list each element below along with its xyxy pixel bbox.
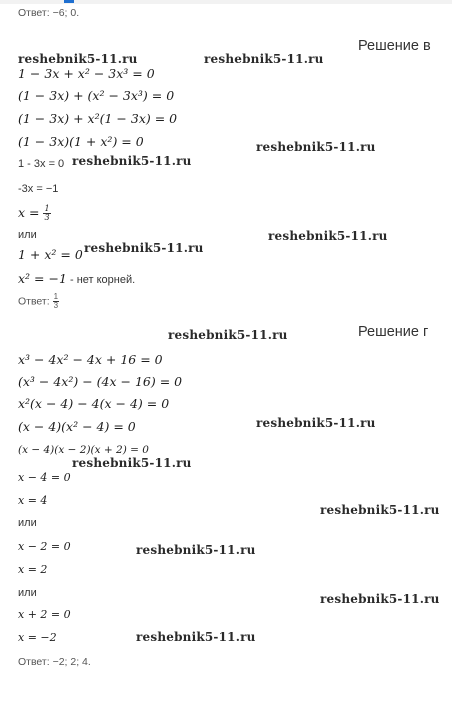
fraction-numerator: 1 [44,204,50,213]
equation-line: (1 − 3x)(1 + x²) = 0 [18,134,144,149]
equation-line: 1 - 3x = 0 [18,158,65,170]
or-label: или [18,229,37,241]
watermark: reshebnik5-11.ru [268,229,388,243]
equation-math: x² = −1 [18,271,67,286]
equation-line: x − 2 = 0 [18,540,71,553]
equation-line: (x − 4)(x² − 4) = 0 [18,419,136,434]
equation-line: 1 − 3x + x² − 3x³ = 0 [18,66,155,81]
equation-line: -3x = −1 [18,183,59,195]
equation-note: - нет корней. [66,274,136,286]
watermark: reshebnik5-11.ru [18,52,138,66]
equation-line: (1 − 3x) + (x² − 3x³) = 0 [18,88,175,103]
equation-line: 1 + x² = 0 [18,247,83,262]
equation-prefix: x = [18,205,44,220]
fraction [43,205,50,222]
watermark: reshebnik5-11.ru [84,241,204,255]
fraction-numerator: 1 [53,292,59,301]
equation-line: (x − 4)(x − 2)(x + 2) = 0 [18,444,149,456]
equation-line [18,271,135,287]
equation-line: (x³ − 4x²) − (4x − 16) = 0 [18,374,183,389]
fraction [53,293,59,310]
answer-prefix: Ответ: [18,295,53,308]
fraction-denominator: 3 [44,213,50,222]
answer-g: Ответ: −2; 2; 4. [18,656,91,668]
watermark: reshebnik5-11.ru [320,503,440,517]
watermark: reshebnik5-11.ru [136,630,256,644]
watermark: reshebnik5-11.ru [320,592,440,606]
or-label: или [18,517,37,529]
watermark: reshebnik5-11.ru [256,416,376,430]
watermark: reshebnik5-11.ru [72,154,192,168]
watermark: reshebnik5-11.ru [256,140,376,154]
top-accent-bar [64,0,74,3]
fraction-denominator: 3 [53,301,59,310]
equation-line: x + 2 = 0 [18,608,71,621]
watermark: reshebnik5-11.ru [204,52,324,66]
equation-line: x³ − 4x² − 4x + 16 = 0 [18,352,163,367]
watermark: reshebnik5-11.ru [168,328,288,342]
answer-v [18,293,59,310]
equation-line [18,205,51,222]
equation-line: x = −2 [18,631,57,644]
equation-line: x²(x − 4) − 4(x − 4) = 0 [18,396,170,411]
section-title-v: Решение в [358,38,431,54]
equation-line: x = 4 [18,494,48,507]
or-label: или [18,587,37,599]
watermark: reshebnik5-11.ru [72,456,192,470]
equation-line: x = 2 [18,563,48,576]
watermark: reshebnik5-11.ru [136,543,256,557]
section-title-g: Решение г [358,324,429,340]
equation-line: x − 4 = 0 [18,471,71,484]
equation-line: (1 − 3x) + x²(1 − 3x) = 0 [18,111,178,126]
previous-answer: Ответ: −6; 0. [18,7,80,19]
